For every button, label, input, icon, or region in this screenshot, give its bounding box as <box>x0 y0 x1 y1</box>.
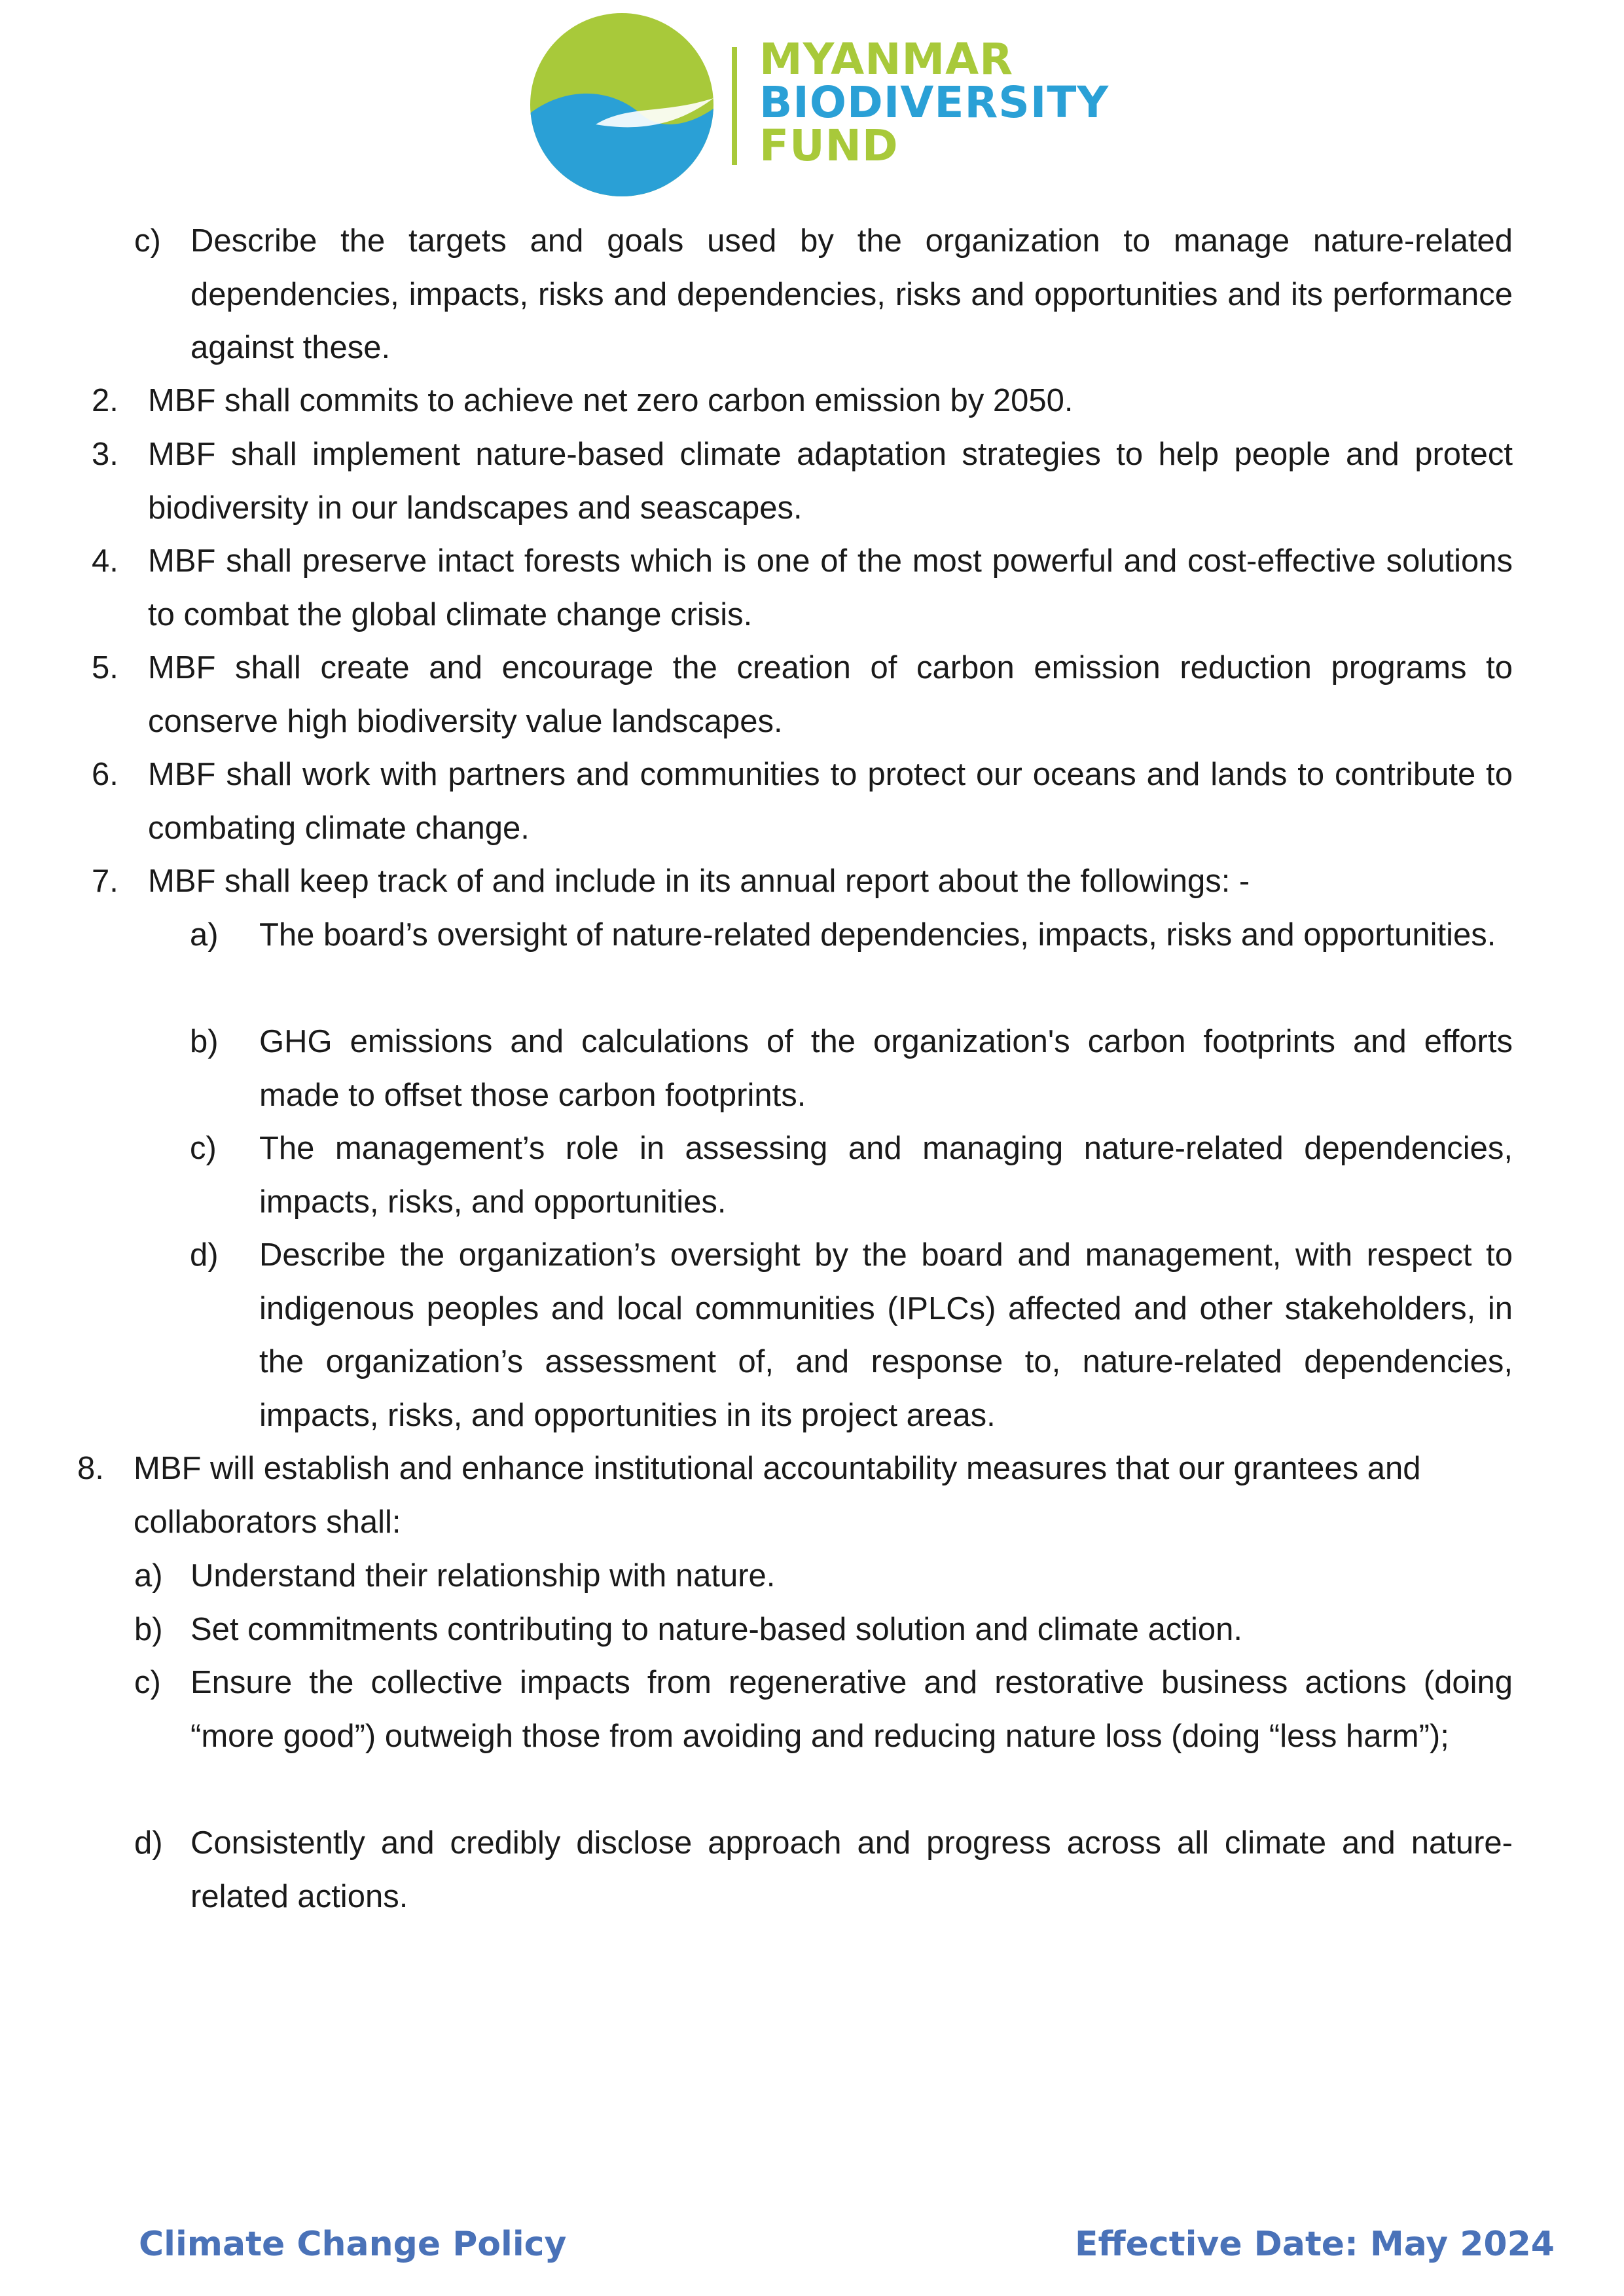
list-item-text: Consistently and credibly disclose approach and progress across all climate and nature-related actions. <box>190 1825 1513 1914</box>
footer-policy-title: Climate Change Policy <box>139 2225 567 2264</box>
list-item-text: Describe the targets and goals used by the organization to manage nature-related dependencies, impacts, risks and dependencies, risks and opportunities and its performance against these. <box>190 223 1513 365</box>
logo-line-fund: FUND <box>759 120 899 171</box>
list-item-text: The management’s role in assessing and managing nature-related dependencies, impacts, risks, and opportunities. <box>259 1131 1513 1220</box>
list-item <box>134 215 1513 375</box>
logo-line-biodiversity: BIODIVERSITY <box>759 77 1110 128</box>
list-item-label: d) <box>134 1825 163 1861</box>
list-item <box>92 428 1513 535</box>
list-item <box>190 1015 1513 1122</box>
list-item-text: MBF shall commits to achieve net zero carbon emission by 2050. <box>148 383 1074 418</box>
list-item-label: 2. <box>92 383 118 418</box>
list-item <box>190 909 1513 962</box>
list-item-label: d) <box>190 1237 219 1273</box>
list-item-label: 3. <box>92 437 118 472</box>
list-item-text: GHG emissions and calculations of the organization's carbon footprints and efforts made to offset those carbon footprints. <box>259 1024 1513 1113</box>
list-item <box>134 1550 1513 1603</box>
list-item-text: The board’s oversight of nature-related dependencies, impacts, risks and opportunities. <box>259 917 1496 953</box>
list-item-text: MBF will establish and enhance institutional accountability measures that our grantees and collaborators shall: <box>134 1451 1421 1540</box>
list-item-label: c) <box>190 1131 217 1166</box>
list-item-label: a) <box>190 917 219 953</box>
list-item-text: Describe the organization’s oversight by the board and management, with respect to indigenous peoples and local communities (IPLCs) affected and other stakeholders, in the organization’s assessment of, and response to, nature-related dependencies, impacts, risks, and opportunities in its project areas. <box>259 1237 1513 1433</box>
list-item <box>92 642 1513 748</box>
list-item <box>92 374 1513 428</box>
list-item <box>134 1656 1513 1763</box>
list-item-label: 7. <box>92 864 118 899</box>
list-item-label: b) <box>134 1612 163 1647</box>
list-item-label: a) <box>134 1558 163 1594</box>
list-item-text: MBF shall create and encourage the creation of carbon emission reduction programs to conserve high biodiversity value landscapes. <box>148 650 1513 739</box>
list-item-text: MBF shall keep track of and include in its annual report about the followings: - <box>148 864 1250 899</box>
list-item <box>134 1817 1513 1923</box>
logo-line-myanmar: MYANMAR <box>759 34 1014 84</box>
list-item <box>77 1442 1513 1549</box>
list-item-text: Ensure the collective impacts from regenerative and restorative business actions (doing “more good”) outweigh those from avoiding and reducing nature loss (doing “less harm”); <box>190 1665 1513 1754</box>
list-item-text: MBF shall work with partners and communities to protect our oceans and lands to contribute to combating climate change. <box>148 757 1513 846</box>
list-item <box>92 535 1513 642</box>
list-item-label: c) <box>134 1665 161 1700</box>
logo <box>497 0 1113 216</box>
list-item <box>92 855 1513 909</box>
list-item-label: 4. <box>92 543 118 579</box>
list-item <box>92 748 1513 855</box>
list-item-label: 5. <box>92 650 118 685</box>
list-item <box>190 1229 1513 1442</box>
list-item-text: MBF shall implement nature-based climate adaptation strategies to help people and protect biodiversity in our landscapes and seascapes. <box>148 437 1513 526</box>
list-item-text: MBF shall preserve intact forests which is one of the most powerful and cost-effective solutions to combat the global climate change crisis. <box>148 543 1513 632</box>
list-item-text: Set commitments contributing to nature-based solution and climate action. <box>190 1612 1242 1647</box>
logo-wordmark <box>759 34 1110 171</box>
list-item-label: 6. <box>92 757 118 792</box>
list-item <box>134 1603 1513 1657</box>
list-item-label: b) <box>190 1024 219 1059</box>
list-item <box>190 1122 1513 1229</box>
footer-effective-date: Effective Date: May 2024 <box>1075 2225 1555 2264</box>
list-item-label: c) <box>134 223 161 259</box>
list-item-label: 8. <box>77 1451 104 1486</box>
logo-emblem-icon <box>497 0 746 216</box>
list-item-text: Understand their relationship with nature. <box>190 1558 776 1594</box>
